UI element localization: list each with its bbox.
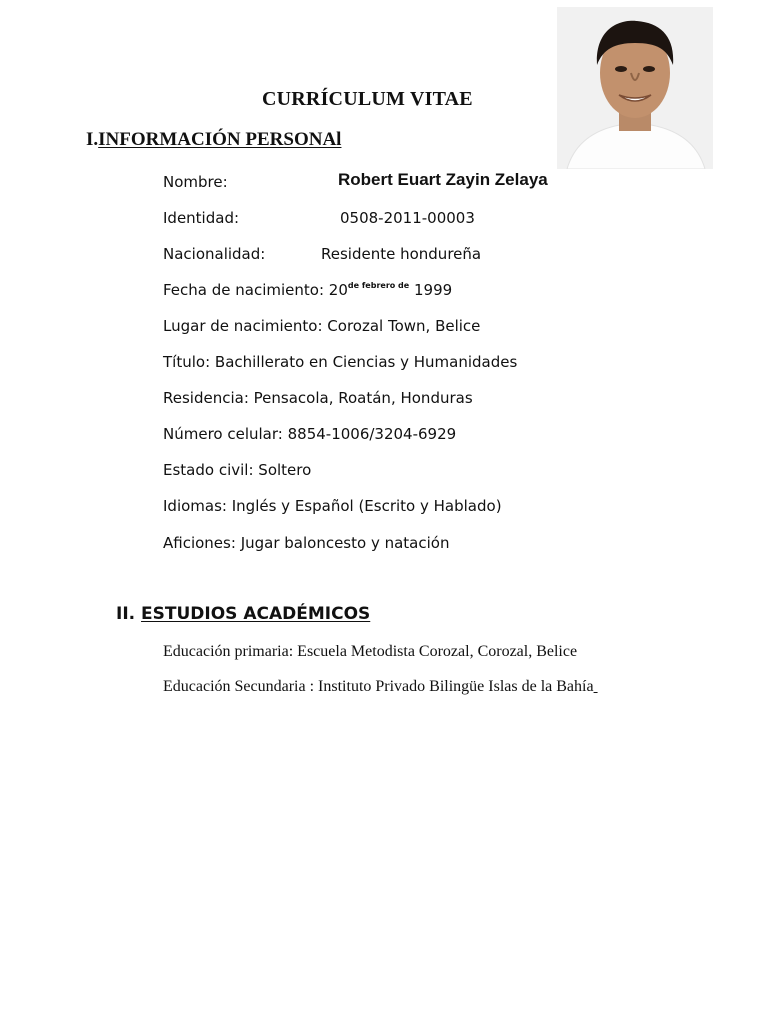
field-nombre	[163, 170, 548, 191]
field-label: Residencia:	[163, 389, 249, 407]
birth-day: 20	[328, 281, 348, 299]
field-label: Idiomas:	[163, 497, 227, 515]
field-label: Aficiones:	[163, 534, 236, 552]
section-number: I.	[86, 129, 99, 150]
section-title: ESTUDIOS ACADÉMICOS	[141, 604, 371, 624]
education-secundaria	[163, 678, 598, 696]
field-fecha-nacimiento	[163, 281, 452, 299]
field-celular	[163, 425, 456, 443]
field-identidad	[163, 209, 475, 227]
education-primaria	[163, 643, 577, 661]
document-title: CURRÍCULUM VITAE	[262, 88, 473, 110]
field-label: Título:	[163, 353, 211, 371]
field-value: Pensacola, Roatán, Honduras	[253, 389, 473, 407]
field-value: Jugar baloncesto y natación	[240, 534, 450, 552]
edu-value: Escuela Metodista Corozal, Corozal, Belice	[297, 643, 578, 660]
section-number: II.	[116, 604, 136, 624]
field-lugar-nacimiento	[163, 317, 480, 335]
field-value: Bachillerato en Ciencias y Humanidades	[214, 353, 518, 371]
field-value: Inglés y Español (Escrito y Hablado)	[231, 497, 502, 515]
edu-label: Educación Secundaria :	[163, 678, 315, 695]
birth-year: 1999	[414, 281, 453, 299]
field-value: Robert Euart Zayin Zelaya	[338, 170, 548, 189]
field-label: Número celular:	[163, 425, 283, 443]
profile-photo	[557, 7, 713, 169]
edu-label: Educación primaria:	[163, 643, 294, 660]
portrait-image	[557, 7, 713, 169]
field-label: Estado civil:	[163, 461, 254, 479]
section-heading-estudios	[116, 604, 370, 624]
field-nacionalidad	[163, 245, 482, 263]
field-label: Lugar de nacimiento:	[163, 317, 323, 335]
section-title: INFORMACIÓN PERSONAl	[98, 129, 342, 150]
field-idiomas	[163, 497, 502, 515]
field-label: Nacionalidad:	[163, 245, 266, 263]
field-label: Nombre:	[163, 173, 228, 191]
field-residencia	[163, 389, 473, 407]
field-value: 0508-2011-00003	[340, 209, 475, 227]
field-value: Residente hondureña	[321, 245, 482, 263]
field-titulo	[163, 353, 517, 371]
edu-value: Instituto Privado Bilingüe Islas de la Bahía	[318, 678, 594, 695]
field-value: Corozal Town, Belice	[327, 317, 481, 335]
field-value: 8854-1006/3204-6929	[287, 425, 457, 443]
birth-month: de febrero de	[347, 281, 410, 290]
field-label: Identidad:	[163, 209, 240, 227]
field-label: Fecha de nacimiento:	[163, 281, 325, 299]
field-value: Soltero	[258, 461, 312, 479]
field-estado-civil	[163, 461, 311, 479]
section-heading-personal	[86, 129, 341, 151]
field-aficiones	[163, 534, 449, 552]
